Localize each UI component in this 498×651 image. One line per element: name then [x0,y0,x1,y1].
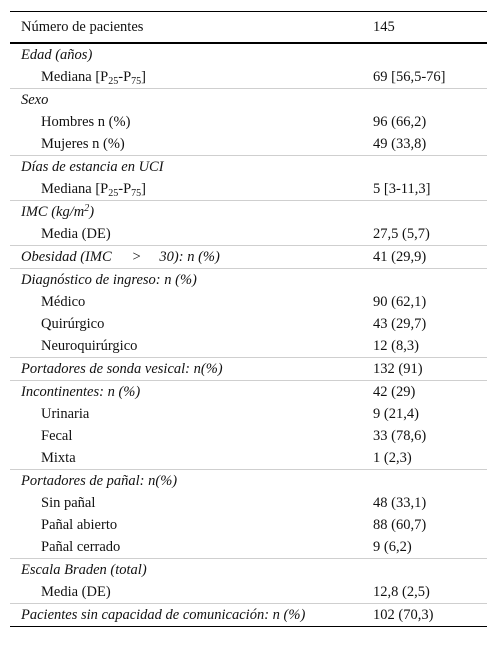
row-value: 49 (33,8) [373,136,427,152]
row-value: 69 [56,5-76] [373,69,446,85]
table-row [10,66,487,88]
row-label: Mediana $[P_{25}-P_{75}]$ [41,181,146,199]
section-imc-title: IMC $(kg/m^2)$ [10,200,487,223]
row-label: Médico [41,294,86,310]
table-row [10,133,487,155]
row-label: Sin pañal [41,495,96,511]
section-braden-title: Escala Braden (total) [10,558,487,581]
row-value: 5 [3-11,3] [373,181,431,197]
table-row [10,536,487,558]
row-label: Hombres n (%) [41,114,131,130]
patient-characteristics-table [10,11,487,627]
table-row [10,313,487,335]
row-value: 42 (29) [373,384,416,400]
section-dias-title: Días de estancia en UCI [10,155,487,178]
table-row [10,403,487,425]
row-value: 1 (2,3) [373,450,412,466]
row-value: 102 (70,3) [373,607,434,623]
table-row [10,223,487,245]
section-obesidad: Obesidad (IMC > 30): n (%) 41 (29,9) [10,245,487,268]
row-label: Mixta [41,450,76,466]
table-row [10,425,487,447]
section-sexo-title: Sexo [10,88,487,111]
row-value: 27,5 (5,7) [373,226,430,242]
row-value: 48 (33,1) [373,495,427,511]
row-value: 9 (6,2) [373,539,412,555]
table-row [10,447,487,469]
row-value: 33 (78,6) [373,428,427,444]
section-comunicacion: Pacientes sin capacidad de comunicación: n (%) 102 (70,3) [10,603,487,627]
table-row [10,178,487,200]
table-row [10,492,487,514]
section-incontinentes-title: Incontinentes: n (%) 42 (29) [10,380,487,403]
row-label: Urinaria [41,406,90,422]
section-panal-title: Portadores de pañal: n(%) [10,469,487,492]
row-label: Media (DE) [41,584,111,600]
row-value: 12,8 (2,5) [373,584,430,600]
row-label: Pañal cerrado [41,539,121,555]
table-row [10,111,487,133]
row-value: 9 (21,4) [373,406,419,422]
section-sonda: Portadores de sonda vesical: n(%) 132 (91) [10,357,487,380]
row-label: Neuroquirúrgico [41,338,138,354]
row-label: Pañal abierto [41,517,118,533]
row-label: Media (DE) [41,226,111,242]
table-row [10,335,487,357]
row-value: 43 (29,7) [373,316,427,332]
table-header [10,12,487,44]
row-label: Fecal [41,428,73,444]
row-value: 12 (8,3) [373,338,419,354]
section-edad-title: Edad (años) [21,47,93,63]
header-label: Número de pacientes [21,19,144,35]
table-row [10,514,487,536]
table-row [10,581,487,603]
table-row [10,291,487,313]
row-label: Mediana $[P_{25}-P_{75}]$ [41,69,146,87]
row-label: Mujeres n (%) [41,136,125,152]
row-value: 88 (60,7) [373,517,427,533]
row-value: 96 (66,2) [373,114,427,130]
row-label: Quirúrgico [41,316,105,332]
section-diagnostico-title: Diagnóstico de ingreso: n (%) [10,268,487,291]
row-value: 132 (91) [373,361,423,377]
header-value: 145 [373,19,395,35]
row-value: 90 (62,1) [373,294,427,310]
row-value: 41 (29,9) [373,249,427,265]
